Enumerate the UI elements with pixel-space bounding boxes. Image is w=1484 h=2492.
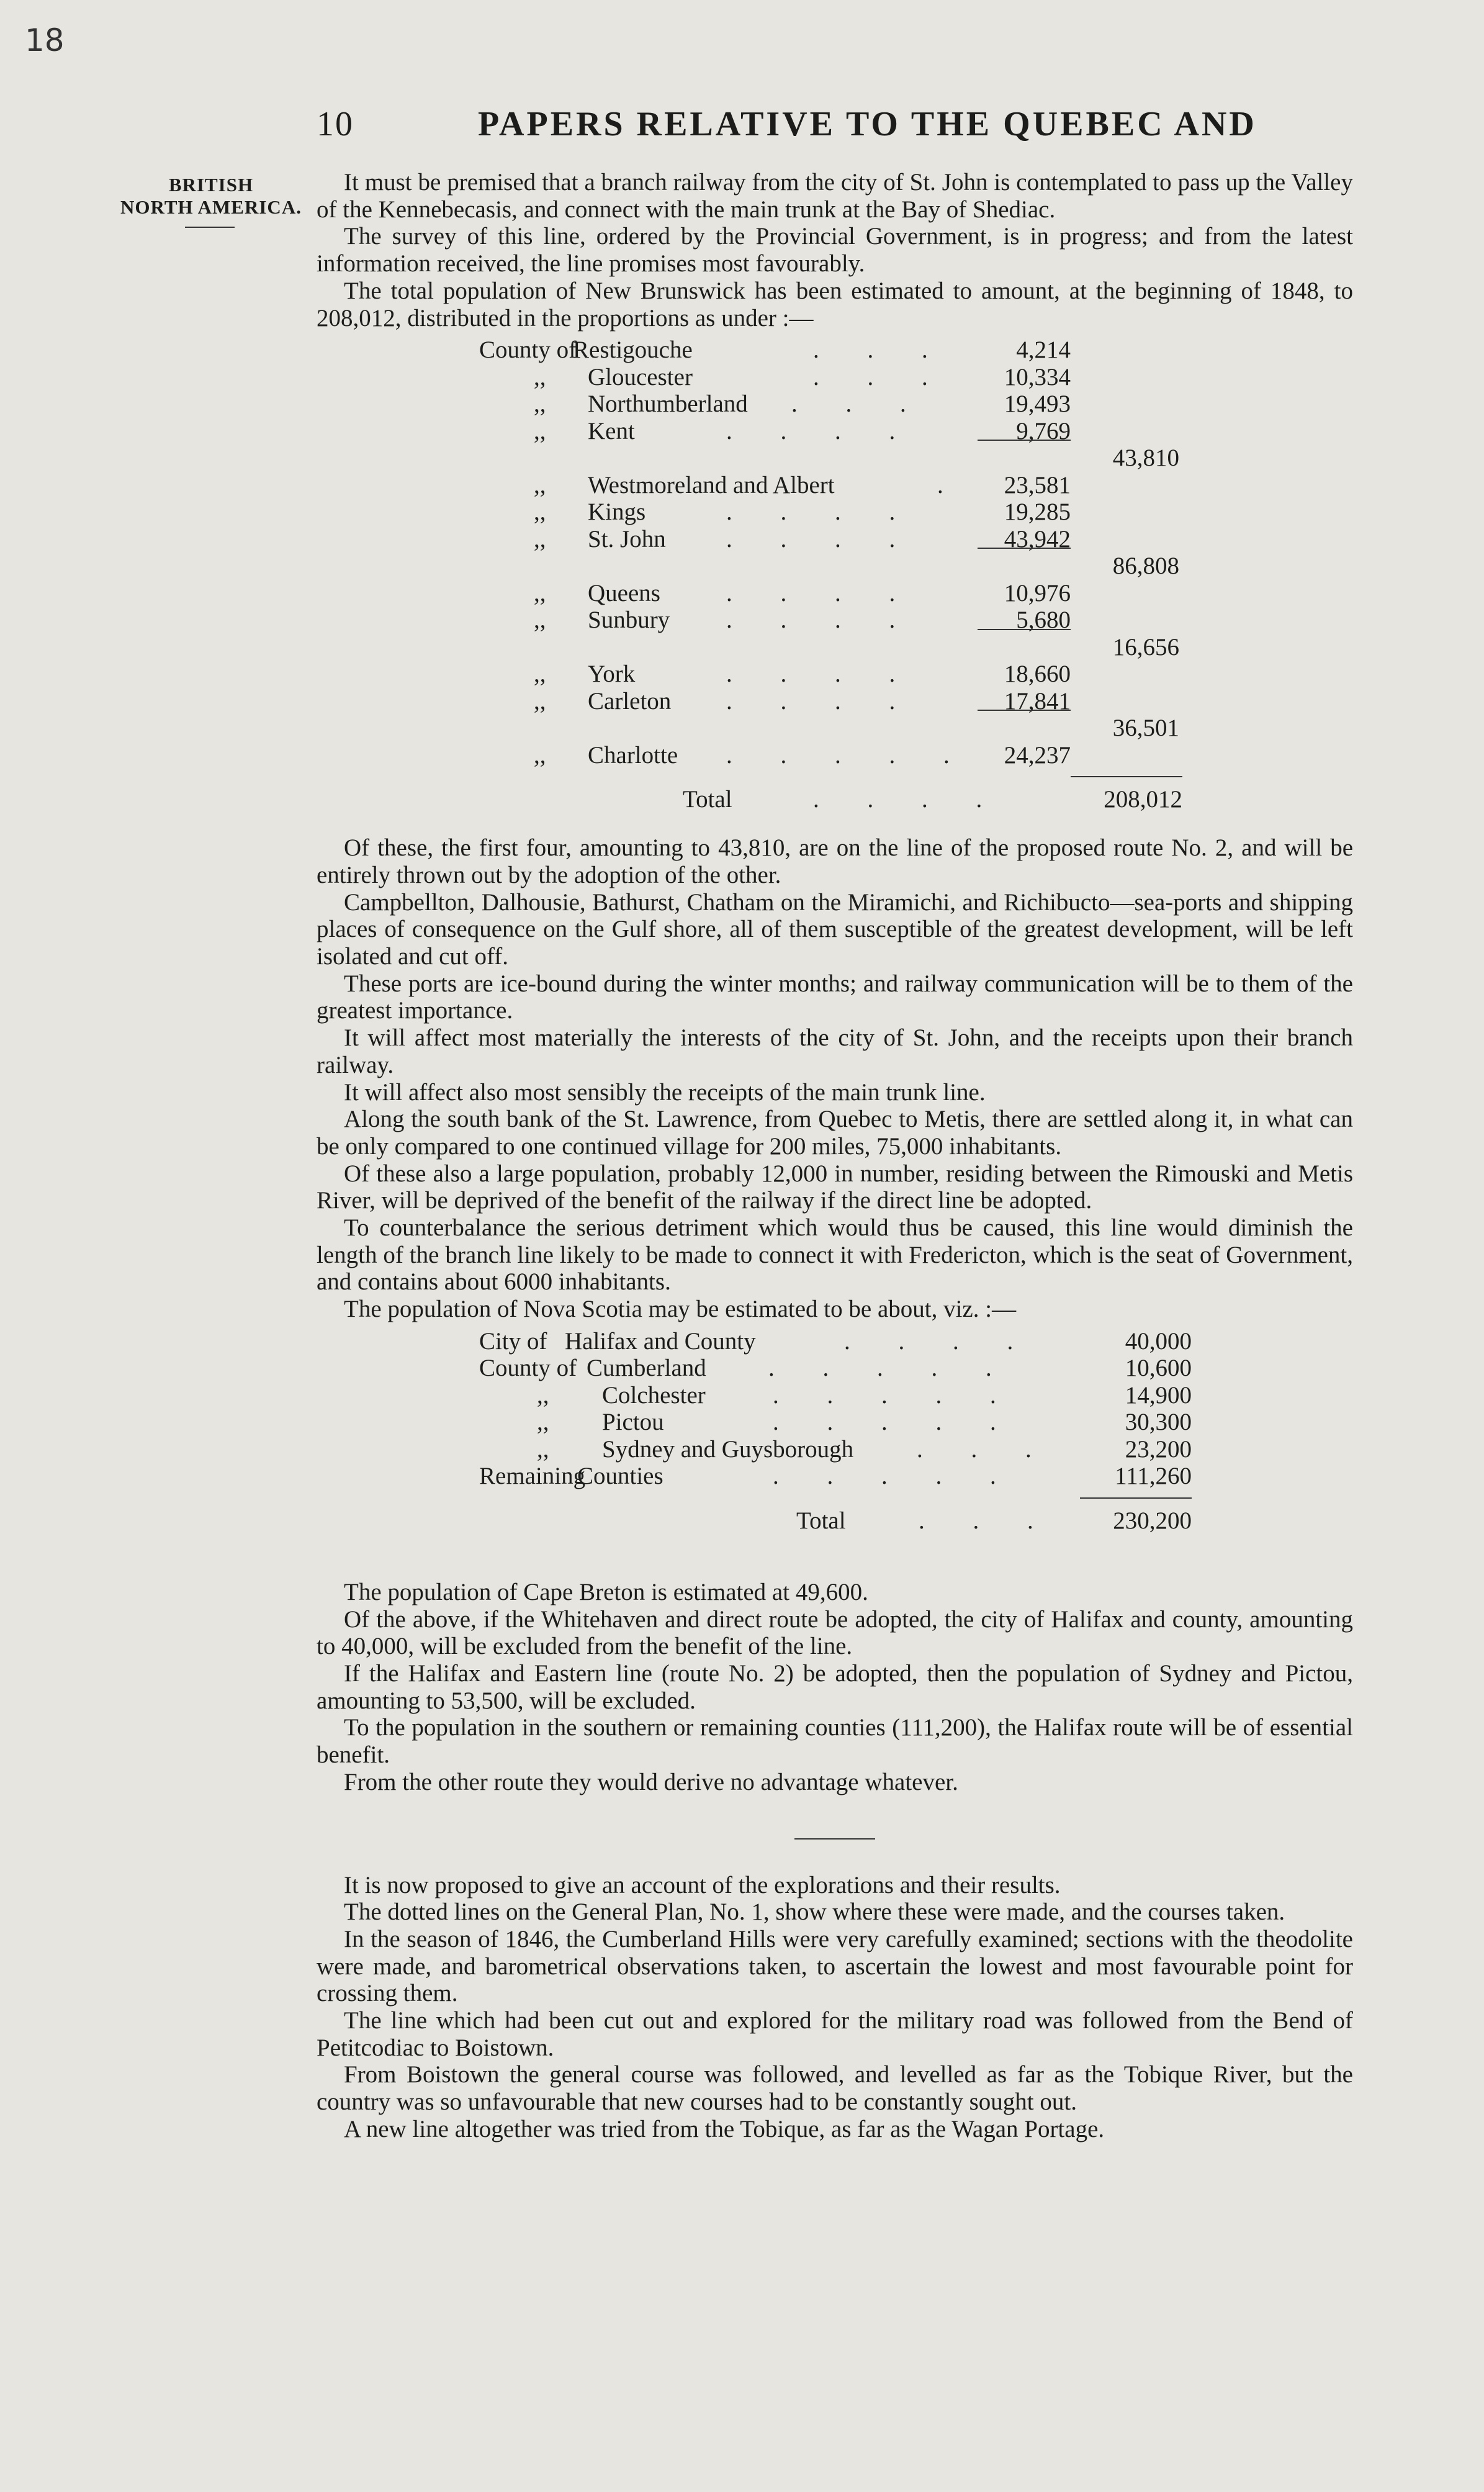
row-value: 10,976 — [1004, 579, 1071, 607]
row-value: 10,600 — [1125, 1355, 1192, 1382]
leader-dots: . . . . — [726, 417, 917, 445]
row-prefix: ,, — [534, 499, 546, 526]
middle-section — [317, 834, 1353, 1323]
subtotal-rule — [978, 710, 1071, 711]
paragraph: It will affect also most sensibly the receipts of the main trunk line. — [344, 1078, 986, 1106]
paragraph: The survey of this line, ordered by the Provincial Government, is in progress; and from the latest information received, the line promises most favourably. — [317, 223, 1353, 278]
total-rule — [1080, 1497, 1192, 1499]
row-value: 23,200 — [1125, 1435, 1192, 1463]
row-value: 43,942 — [1004, 525, 1071, 553]
row-name: Northumberland — [588, 391, 748, 418]
row-name: Sunbury — [588, 607, 670, 634]
row-value: 19,285 — [1004, 499, 1071, 526]
leader-dots: . . . . . — [726, 741, 971, 769]
subtotal-row — [317, 445, 1353, 472]
table-row — [317, 1409, 1353, 1436]
row-value: 4,214 — [1016, 336, 1071, 364]
total-value: 230,200 — [1113, 1507, 1192, 1534]
total-rule — [1071, 776, 1182, 777]
total-label: Total — [683, 786, 732, 813]
leader-dots: . . . — [813, 363, 949, 391]
row-prefix: ,, — [537, 1409, 549, 1436]
table-row — [317, 688, 1353, 715]
table-row — [317, 391, 1353, 418]
paragraph: The population of Cape Breton is estimated at 49,600. — [344, 1578, 868, 1605]
subtotal-value: 43,810 — [1112, 445, 1179, 472]
leader-dots: . . . . . — [773, 1463, 1017, 1490]
subtotal-value: 36,501 — [1112, 715, 1179, 742]
section-divider — [794, 1838, 875, 1840]
leader-dots: . . . . . — [773, 1409, 1017, 1436]
row-value: 18,660 — [1004, 661, 1071, 688]
paragraph: If the Halifax and Eastern line (route No. 2) be adopted, then the population of Sydney and Pictou, amounting to 53,500, will be excluded. — [317, 1659, 1353, 1714]
table-row — [317, 1463, 1353, 1490]
table-row — [317, 742, 1353, 769]
row-value: 17,841 — [1004, 687, 1071, 715]
row-value: 40,000 — [1125, 1327, 1192, 1355]
row-value: 111,260 — [1115, 1463, 1192, 1490]
leader-dots: . . . . — [726, 525, 917, 553]
new-brunswick-population-table — [317, 336, 1353, 831]
row-value: 24,237 — [1004, 741, 1071, 769]
margin-divider — [185, 227, 235, 228]
total-row — [317, 786, 1353, 813]
table-row — [317, 607, 1353, 634]
row-name: York — [588, 661, 636, 688]
paragraph: Along the south bank of the St. Lawrence, from Quebec to Metis, there are settled along it, in what can be only compared to one continued village for 200 miles, 75,000 inhabitants. — [317, 1106, 1353, 1160]
row-name: Gloucester — [588, 363, 693, 391]
row-prefix: County of — [479, 1355, 577, 1382]
row-name: Westmoreland and Albert — [588, 471, 835, 499]
subtotal-row — [317, 715, 1353, 742]
paragraph: The population of Nova Scotia may be estimated to be about, viz. :— — [344, 1296, 1017, 1323]
table-row — [317, 661, 1353, 688]
paragraph: It must be premised that a branch railway from the city of St. John is contemplated to pass up the Valley of the Kennebecasis, and connect with the main trunk at the Bay of Shediac. — [317, 169, 1353, 223]
row-value: 23,581 — [1004, 471, 1071, 499]
paragraph: To the population in the southern or remaining counties (111,200), the Halifax route will be of essential benefit. — [317, 1714, 1353, 1769]
table-row — [317, 1436, 1353, 1463]
scan-page-number: 18 — [25, 22, 65, 58]
row-name: St. John — [588, 525, 666, 553]
paragraph: It is now proposed to give an account of the explorations and their results. — [344, 1871, 1061, 1898]
leader-dots: . . . . — [726, 687, 917, 715]
row-prefix: ,, — [534, 471, 546, 499]
paragraph: These ports are ice-bound during the winter months; and railway communication will be to them of the greatest importance. — [317, 970, 1353, 1024]
row-prefix: ,, — [537, 1381, 549, 1409]
row-prefix: ,, — [534, 363, 546, 391]
paragraph: From Boistown the general course was followed, and levelled as far as the Tobique River, but the country was so unfavourable that new courses had to be constantly sought out. — [317, 2061, 1353, 2116]
subtotal-row — [317, 553, 1353, 580]
subtotal-value: 16,656 — [1112, 633, 1179, 661]
row-prefix: ,, — [534, 525, 546, 553]
table-row — [317, 364, 1353, 391]
leader-dots: . . . — [813, 336, 949, 364]
row-prefix: ,, — [534, 741, 546, 769]
row-name: Colchester — [602, 1381, 706, 1409]
table-row — [317, 336, 1353, 364]
row-prefix: ,, — [534, 417, 546, 445]
leader-dots: . . . . — [726, 607, 917, 634]
row-name: Sydney and Guysborough — [602, 1435, 854, 1463]
row-value: 9,769 — [1016, 417, 1071, 445]
leader-dots: . . . — [917, 1435, 1053, 1463]
leader-dots: . . . . . — [773, 1381, 1017, 1409]
row-name: Charlotte — [588, 741, 678, 769]
row-name: Counties — [577, 1463, 663, 1490]
row-name: Cumberland — [587, 1355, 706, 1382]
running-head: PAPERS RELATIVE TO THE QUEBEC AND — [478, 105, 1257, 143]
leader-dots: . . . . — [726, 499, 917, 526]
row-name: Restigouche — [573, 336, 693, 364]
subtotal-rule — [978, 629, 1071, 630]
row-value: 19,493 — [1004, 391, 1071, 418]
row-prefix: ,, — [534, 391, 546, 418]
leader-dots: . . . — [919, 1507, 1055, 1534]
margin-note — [112, 174, 310, 219]
table-row — [317, 1355, 1353, 1382]
row-prefix: City of — [479, 1327, 547, 1355]
row-name: Kent — [588, 417, 635, 445]
row-name: Pictou — [602, 1409, 664, 1436]
row-name: Queens — [588, 579, 660, 607]
subtotal-rule — [978, 548, 1071, 549]
paragraph: To counterbalance the serious detriment which would thus be caused, this line would diminish the length of the branch line likely to be made to connect it with Fredericton, which is the seat of Government, and contains about 6000 inhabitants. — [317, 1214, 1353, 1296]
row-prefix: Remaining — [479, 1463, 586, 1490]
row-prefix: ,, — [537, 1435, 549, 1463]
row-value: 14,900 — [1125, 1381, 1192, 1409]
paragraph: Of the above, if the Whitehaven and direct route be adopted, the city of Halifax and county, amounting to 40,000, will be excluded from the benefit of the line. — [317, 1605, 1353, 1660]
paragraph: From the other route they would derive no advantage whatever. — [344, 1768, 958, 1795]
row-name: Kings — [588, 499, 646, 526]
leader-dots: . . . . — [844, 1327, 1035, 1355]
paragraph: Of these, the first four, amounting to 43,810, are on the line of the proposed route No. 2, and will be entirely thrown out by the adoption of the other. — [317, 834, 1353, 888]
margin-note-line: NORTH AMERICA. — [120, 196, 302, 218]
row-prefix: ,, — [534, 607, 546, 634]
total-row — [317, 1507, 1353, 1535]
leader-dots: . . . . — [813, 786, 1004, 813]
row-value: 5,680 — [1016, 607, 1071, 634]
subtotal-value: 86,808 — [1112, 553, 1179, 580]
page-body — [317, 169, 1353, 2143]
explorations-section — [317, 1872, 1353, 2143]
nova-scotia-population-table — [317, 1328, 1353, 1574]
paragraph: Of these also a large population, probably 12,000 in number, residing between the Rimouski and Metis River, will be deprived of the benefit of the railway if the direct line be adopted. — [317, 1160, 1353, 1214]
row-prefix: ,, — [534, 579, 546, 607]
paragraph: It will affect most materially the interests of the city of St. John, and the receipts upon their branch railway. — [317, 1024, 1353, 1078]
paragraph: The dotted lines on the General Plan, No. 1, show where these were made, and the courses taken. — [344, 1898, 1285, 1926]
paragraph: Campbellton, Dalhousie, Bathurst, Chatham on the Miramichi, and Richibucto—sea-ports and shipping places of consequence on the Gulf shore, all of them susceptible of the greatest development, will be left isolated and cut off. — [317, 888, 1353, 970]
total-value: 208,012 — [1104, 786, 1182, 813]
margin-note-line: BRITISH — [168, 174, 254, 196]
table-row — [317, 418, 1353, 445]
leader-dots: . . . . . — [768, 1355, 1013, 1382]
table-row — [317, 499, 1353, 526]
row-value: 30,300 — [1125, 1409, 1192, 1436]
row-prefix: ,, — [534, 661, 546, 688]
row-prefix: ,, — [534, 687, 546, 715]
cape-breton-section — [317, 1579, 1353, 1796]
table-row — [317, 580, 1353, 607]
total-label: Total — [796, 1507, 846, 1534]
table-row — [317, 472, 1353, 499]
page-number: 10 — [317, 105, 354, 143]
table-row — [317, 526, 1353, 553]
leader-dots: . — [937, 471, 965, 499]
leader-dots: . . . . — [726, 579, 917, 607]
row-name: Halifax and County — [565, 1327, 756, 1355]
paragraph: The total population of New Brunswick has been estimated to amount, at the beginning of 1848, to 208,012, distributed in the proportions as under :— — [317, 277, 1353, 332]
subtotal-row — [317, 634, 1353, 661]
table-row — [317, 1382, 1353, 1409]
row-value: 10,334 — [1004, 363, 1071, 391]
subtotal-rule — [978, 440, 1071, 441]
row-name: Carleton — [588, 687, 672, 715]
table-row — [317, 1328, 1353, 1355]
paragraph: A new line altogether was tried from the Tobique, as far as the Wagan Portage. — [344, 2115, 1105, 2142]
leader-dots: . . . . — [726, 661, 917, 688]
paragraph: In the season of 1846, the Cumberland Hills were very carefully examined; sections with the theodolite were made, and barometrical observations taken, to ascertain the lowest and most favourable point for crossing them. — [317, 1925, 1353, 2007]
paragraph: The line which had been cut out and explored for the military road was followed from the Bend of Petitcodiac to Boistown. — [317, 2007, 1353, 2061]
leader-dots: . . . — [791, 391, 927, 418]
row-prefix: County of — [479, 336, 577, 364]
